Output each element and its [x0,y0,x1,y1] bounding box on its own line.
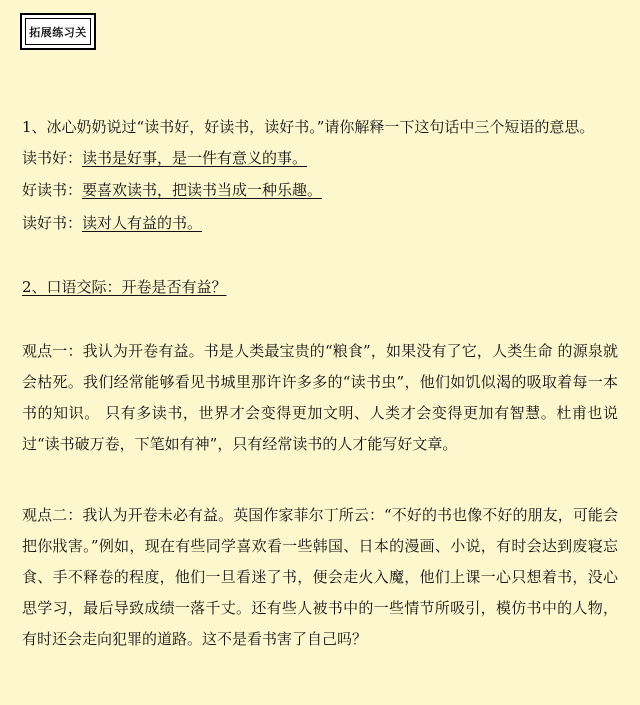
answer-term: 读好书： [22,214,83,232]
answer-row [22,180,322,200]
viewpoint-paragraph-2: 观点二：我认为开卷未必有益。英国作家菲尔丁所云：“不好的书也像不好的朋友，可能会把你戕害。”例如，现在有些同学喜欢看一些韩国、日本的漫画、小说，有时会达到废寝忘食、手不释卷的程度，他们一旦看迷了书，便会走火入魔，他们上课一心只想着书，没心思学习，最后导致成绩一落千丈。还有些人被书中的一些情节所吸引，模仿书中的人物，有时还会走向犯罪的道路。这不是看书害了自己吗？ [22,506,618,648]
answer-row [22,213,202,233]
answer-term: 读书好： [22,149,83,167]
question-1-prompt: 1、冰心奶奶说过“读书好，好读书，读好书。”请你解释一下这句话中三个短语的意思。 [22,118,595,136]
answer-term: 好读书： [22,181,83,199]
question-2-title: 2、口语交际：开卷是否有益？ [22,278,227,296]
viewpoint-paragraph-1: 观点一：我认为开卷有益。书是人类最宝贵的“粮食”，如果没有了它，人类生命 的源泉就会枯死。我们经常能够看见书城里那许许多多的“读书虫”，他们如饥似渴的吸取着每一本书的知识。 只有多读书，世界才会变得更加文明、人类才会变得更加有智慧。杜甫也说过“读书破万卷，下笔如有神”，只有经常读书的人才能写好文章。 [22,342,618,453]
section-badge-label: 拓展练习关 [25,18,91,45]
answer-meaning: 读书是好事，是一件有意义的事。 [82,149,308,167]
section-badge [20,13,96,50]
answer-meaning: 要喜欢读书，把读书当成一种乐趣。 [82,181,323,199]
answer-row [22,148,307,168]
answer-meaning: 读对人有益的书。 [82,214,203,232]
